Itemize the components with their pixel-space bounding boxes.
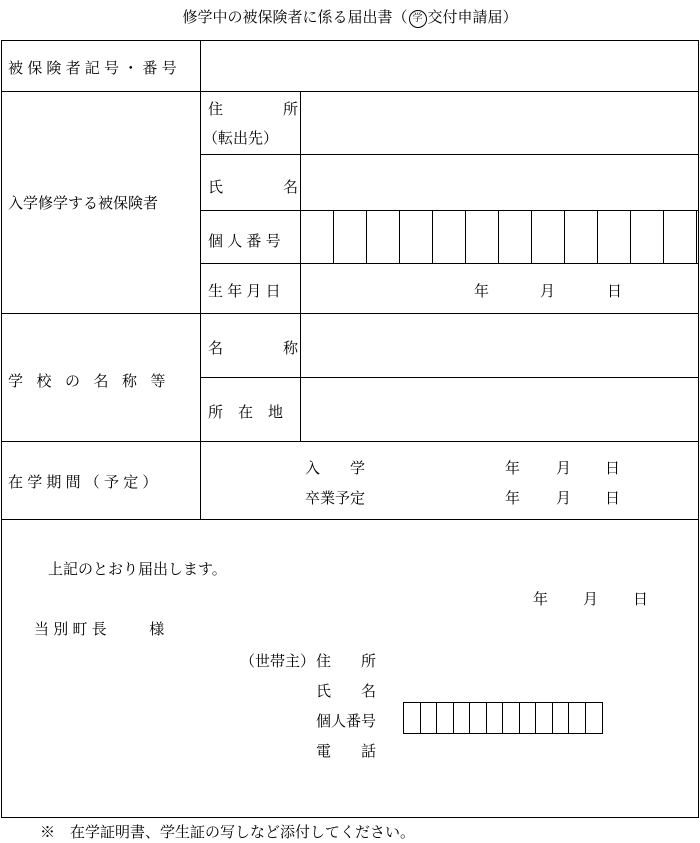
enroll-month-unit: 月 — [556, 459, 572, 477]
digit-cell[interactable] — [367, 211, 400, 263]
digit-cell[interactable] — [470, 703, 487, 733]
birthdate-label: 生年月日 — [208, 282, 285, 300]
digit-cell[interactable] — [466, 211, 499, 263]
personal-number-label: 個人番号 — [208, 232, 285, 250]
divider — [201, 263, 699, 264]
enrollment-period-label: 在学期間（予定） — [8, 473, 162, 491]
digit-cell[interactable] — [565, 211, 598, 263]
digit-cell[interactable] — [404, 703, 421, 733]
birth-month-unit: 月 — [540, 282, 556, 300]
digit-cell[interactable] — [487, 703, 504, 733]
school-name-label: 名 称 — [208, 339, 299, 357]
digit-cell[interactable] — [532, 211, 565, 263]
digit-cell[interactable] — [421, 703, 438, 733]
birth-year-unit: 年 — [474, 282, 490, 300]
digit-cell[interactable] — [499, 211, 532, 263]
householder-number-label: 個人番号 — [316, 712, 377, 730]
digit-cell[interactable] — [334, 211, 367, 263]
householder-phone-label: 電 話 — [316, 742, 377, 760]
date-day-unit: 日 — [633, 590, 649, 608]
address-sublabel: （転出先） — [203, 129, 279, 147]
digit-cell[interactable] — [503, 703, 520, 733]
insured-number-label: 被保険者記号・番号 — [8, 59, 181, 77]
grad-month-unit: 月 — [556, 489, 572, 507]
declaration-statement: 上記のとおり届出します。 — [48, 560, 227, 578]
enroll-day-unit: 日 — [605, 459, 621, 477]
addressee: 当別町長 様 — [34, 620, 169, 638]
digit-cell[interactable] — [569, 703, 586, 733]
digit-cell[interactable] — [631, 211, 664, 263]
school-section-label: 学校の名称等 — [8, 372, 180, 390]
name-field[interactable] — [301, 155, 698, 209]
birth-day-unit: 日 — [607, 282, 623, 300]
grad-day-unit: 日 — [605, 489, 621, 507]
digit-cell[interactable] — [301, 211, 334, 263]
address-label: 住 所 — [208, 100, 299, 118]
digit-cell[interactable] — [536, 703, 553, 733]
school-location-label: 所 在 地 — [208, 403, 284, 421]
householder-address-label: 住 所 — [316, 652, 377, 670]
stamp-mark: 学 — [409, 10, 427, 28]
form-title: 修学中の被保険者に係る届出書（ 学 交付申請届） — [182, 8, 518, 26]
footnote: ※ 在学証明書、学生証の写しなど添付してください。 — [40, 823, 416, 841]
divider — [1, 519, 699, 520]
name-label: 氏 名 — [208, 178, 299, 196]
householder-number-boxes[interactable] — [403, 702, 603, 734]
date-year-unit: 年 — [533, 590, 549, 608]
digit-cell[interactable] — [454, 703, 471, 733]
divider — [200, 40, 201, 519]
school-name-field[interactable] — [301, 314, 698, 376]
digit-cell[interactable] — [433, 211, 466, 263]
graduation-label: 卒業予定 — [305, 489, 366, 507]
digit-cell[interactable] — [437, 703, 454, 733]
enrollment-label: 入 学 — [305, 459, 366, 477]
student-section-label: 入学修学する被保険者 — [8, 194, 159, 212]
grad-year-unit: 年 — [505, 489, 521, 507]
address-field[interactable] — [301, 92, 698, 153]
digit-cell[interactable] — [598, 211, 631, 263]
digit-cell[interactable] — [400, 211, 433, 263]
digit-cell[interactable] — [586, 703, 603, 733]
digit-cell[interactable] — [664, 211, 697, 263]
insured-number-field[interactable] — [201, 42, 698, 90]
digit-cell[interactable] — [520, 703, 537, 733]
digit-cell[interactable] — [553, 703, 570, 733]
householder-label: （世帯主） — [240, 652, 316, 670]
householder-name-label: 氏 名 — [316, 682, 377, 700]
divider — [1, 441, 699, 442]
personal-number-boxes[interactable] — [301, 211, 697, 263]
school-location-field[interactable] — [301, 378, 698, 440]
date-month-unit: 月 — [583, 590, 599, 608]
enroll-year-unit: 年 — [505, 459, 521, 477]
